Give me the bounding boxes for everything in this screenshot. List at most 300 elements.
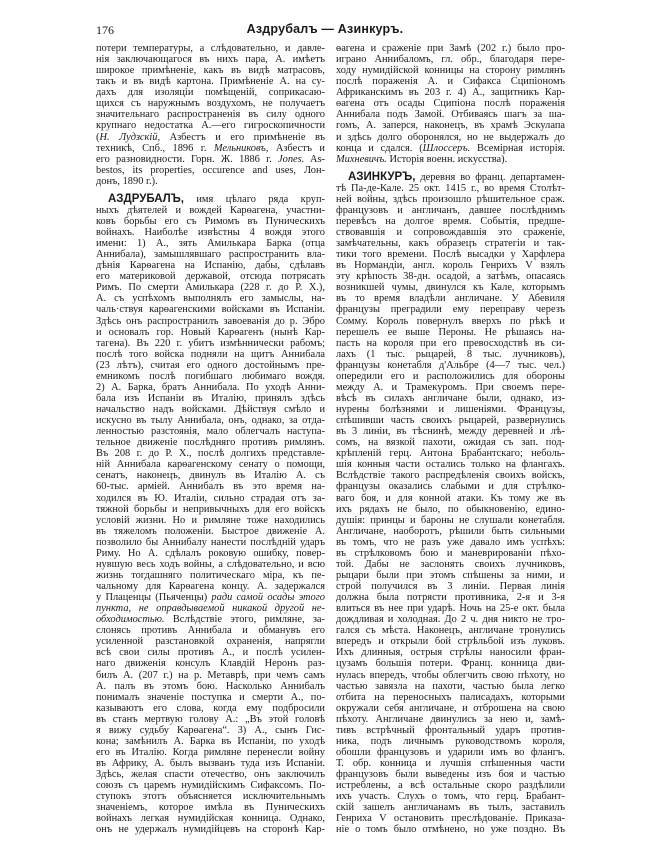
text-segment: впередъ и открыли бой стрѣльбой изъ луковъ. bbox=[336, 636, 565, 648]
text-line bbox=[96, 43, 325, 54]
text-segment: Риму. Но А. сдѣлалъ роковую ошибку, повер- bbox=[96, 547, 325, 559]
text-line bbox=[336, 725, 565, 736]
text-line bbox=[96, 205, 325, 216]
text-line bbox=[336, 304, 565, 315]
text-segment: Римъ. По смерти Амилькара (228 г. до Р. Х.), bbox=[96, 282, 325, 294]
text-segment: гомъ, А. заперся, наконецъ, въ храмѣ Эскулапа bbox=[336, 120, 565, 132]
text-line bbox=[336, 360, 565, 371]
text-segment: истреблены, а всѣ остальные скоро раздѣлили bbox=[336, 780, 565, 792]
text-line bbox=[336, 481, 565, 492]
text-line bbox=[96, 658, 325, 669]
text-line bbox=[96, 393, 325, 404]
text-line bbox=[96, 238, 325, 249]
text-segment: нурены болѣзнями и лишеніями. Французы, bbox=[336, 404, 565, 415]
text-line bbox=[96, 316, 325, 327]
text-line bbox=[96, 725, 325, 736]
text-segment: 2) А. Барка, братъ Аннибала. По уходѣ Анни- bbox=[96, 381, 325, 393]
text-line bbox=[96, 338, 325, 349]
text-line bbox=[336, 172, 565, 183]
text-segment: ней войны, здѣсь произошло рѣшительное сраж. bbox=[336, 193, 565, 205]
text-segment: шія конныя части остались только на флангахъ. bbox=[336, 459, 565, 471]
paragraph bbox=[96, 43, 325, 187]
text-line bbox=[336, 327, 565, 338]
text-segment: Здѣсь, желая спасти отечество, онъ заключилъ bbox=[96, 769, 325, 781]
text-segment: и здѣсь долго оборонялся, но не выдержалъ до bbox=[336, 131, 565, 143]
text-segment: всѣ свои силы противъ А., и послѣ усилен- bbox=[96, 647, 325, 659]
text-line bbox=[96, 76, 325, 87]
text-segment: бала изъ Испаніи въ Италію, принялъ здѣсь bbox=[96, 392, 325, 404]
text-line bbox=[96, 647, 325, 658]
text-line bbox=[336, 758, 565, 769]
text-segment: той. Дабы не заслонять своихъ лучниковъ, bbox=[336, 558, 565, 570]
text-line bbox=[96, 194, 325, 205]
text-line bbox=[96, 670, 325, 681]
text-line bbox=[336, 824, 565, 835]
text-segment: Вслѣдствіе этого, римляне, за- bbox=[164, 614, 325, 626]
text-line bbox=[96, 813, 325, 824]
italic-text: пункта, не оправдываемой никакой другой не- bbox=[96, 603, 325, 615]
text-segment: французовъ и англичанъ, давшее послѣднимъ bbox=[336, 204, 565, 216]
text-line bbox=[336, 747, 565, 758]
text-segment: щихся съ наружнымъ воздухомъ, не получаетъ bbox=[96, 98, 325, 110]
text-line bbox=[96, 109, 325, 120]
text-line bbox=[96, 592, 325, 603]
text-segment: понималъ значеніе поступка и смерти А., по- bbox=[96, 691, 325, 703]
text-line bbox=[336, 493, 565, 504]
paragraph bbox=[96, 194, 325, 836]
text-line bbox=[96, 736, 325, 747]
text-line bbox=[336, 548, 565, 559]
text-line bbox=[336, 238, 565, 249]
text-line bbox=[96, 216, 325, 227]
text-segment: перевѣсъ на долгое время. Событія, предше- bbox=[336, 215, 565, 227]
text-segment: Ихъ длинныя, острыя стрѣлы наносили фран- bbox=[336, 647, 565, 659]
text-line bbox=[336, 132, 565, 143]
text-segment: Азбестъ и его примѣненіе въ bbox=[160, 131, 325, 143]
text-line bbox=[96, 282, 325, 293]
text-segment: спѣшивши часть своихъ рыцарей, развернулись bbox=[336, 415, 565, 427]
text-segment: въ тяжеломъ положеніи. Быстрое движеніе А. bbox=[96, 525, 325, 537]
text-segment: Африканскимъ въ 203 г. 4) А., защитникъ Кар- bbox=[336, 87, 565, 99]
text-segment: (23 лѣтъ), считая его одного достойнымъ пре- bbox=[96, 359, 325, 371]
text-line bbox=[336, 658, 565, 669]
text-segment: позволило бы Аннибалу нанести послѣдній ударъ bbox=[96, 536, 325, 548]
text-segment: ихъ рядахъ не было, по обыкновенію, едино- bbox=[336, 503, 565, 515]
entry-headword: АЗИНКУРЪ, bbox=[348, 170, 416, 183]
text-segment: ходу нумидійской конницы на сторону римлянъ bbox=[336, 65, 565, 77]
text-segment: я вижу судьбу Карѳагена“. 3) А., сынъ Гис- bbox=[96, 724, 325, 736]
text-line bbox=[336, 109, 565, 120]
text-segment: въ томъ, что не разъ уже давало имъ успѣхъ: bbox=[336, 536, 565, 548]
text-line bbox=[336, 271, 565, 282]
text-line bbox=[96, 791, 325, 802]
text-line bbox=[96, 747, 325, 758]
text-line bbox=[336, 692, 565, 703]
text-segment: его разновидности. Горн. Ж. 1886 г. bbox=[96, 153, 279, 165]
text-line bbox=[336, 205, 565, 216]
text-line bbox=[96, 614, 325, 625]
text-line bbox=[336, 526, 565, 537]
text-line bbox=[96, 581, 325, 592]
text-segment: ( bbox=[96, 131, 100, 143]
text-line bbox=[336, 349, 565, 360]
text-segment: тельное движеніе послѣдняго противъ римлянъ. bbox=[96, 437, 325, 449]
text-line bbox=[96, 382, 325, 393]
text-segment: строй получился въ 3 линіи. Первая линія bbox=[336, 581, 565, 592]
italic-text: Н. Лудзскій, bbox=[99, 131, 161, 143]
paragraph bbox=[336, 172, 565, 836]
text-line bbox=[336, 120, 565, 131]
text-segment: As- bbox=[304, 153, 325, 165]
text-line bbox=[96, 437, 325, 448]
text-segment: значеніемъ, которое имѣла въ Пуническихъ bbox=[96, 802, 325, 814]
text-segment: дахъ для изоляціи помѣщеній, соприкасаю- bbox=[96, 87, 325, 99]
text-line bbox=[96, 227, 325, 238]
text-segment: въ Африку, А. былъ вызванъ туда изъ Испаніи. bbox=[96, 758, 325, 769]
text-line bbox=[336, 791, 565, 802]
text-line bbox=[96, 780, 325, 791]
text-segment: частью завязла на пахоти, частью была легко bbox=[336, 680, 565, 692]
text-line bbox=[336, 249, 565, 260]
text-line bbox=[96, 515, 325, 526]
text-line bbox=[336, 592, 565, 603]
text-line bbox=[336, 625, 565, 636]
text-line bbox=[96, 54, 325, 65]
text-segment: и основалъ гор. Новый Карѳагенъ (нынѣ Кар- bbox=[96, 326, 325, 338]
text-line bbox=[336, 670, 565, 681]
text-segment: французовъ были выведены изъ боя и частью bbox=[336, 769, 565, 781]
text-line bbox=[336, 154, 565, 165]
text-line bbox=[96, 559, 325, 570]
text-line bbox=[96, 132, 325, 143]
text-segment: конца и сдался. ( bbox=[336, 142, 423, 154]
text-segment: Въ 208 г. до Р. Х., послѣ долгихъ представле- bbox=[96, 448, 325, 460]
text-line bbox=[96, 802, 325, 813]
text-line bbox=[96, 176, 325, 187]
italic-text: ради самой осады этого bbox=[211, 592, 325, 604]
text-line bbox=[336, 54, 565, 65]
text-segment: билъ А. (207 г.) на р. Метаврѣ, при чемъ самъ bbox=[96, 669, 325, 681]
text-segment: такъ и въ видѣ картона. Примѣненіе А. на су- bbox=[96, 76, 325, 88]
text-line bbox=[96, 165, 325, 176]
text-segment: скій зашелъ англичанамъ въ тылъ, заставилъ bbox=[336, 802, 565, 814]
page-number: 176 bbox=[96, 23, 114, 37]
text-line bbox=[96, 758, 325, 769]
text-segment: влиться въ нее при ударѣ. Ночь на 25-е окт. была bbox=[336, 603, 565, 615]
text-line bbox=[336, 393, 565, 404]
text-segment: Аннибала подъ Замой. Отбиваясь шагъ за ша- bbox=[336, 109, 565, 121]
text-line bbox=[96, 548, 325, 559]
text-segment: тики того времени. Послѣ высадки у Харфлера bbox=[336, 249, 565, 261]
text-line bbox=[336, 769, 565, 780]
text-segment: тагена). Въ 220 г. убитъ измѣннически рабомъ; bbox=[96, 337, 325, 349]
text-line bbox=[336, 87, 565, 98]
text-segment: сомъ, на вязкой пахоти, ожидая съ зап. под- bbox=[336, 437, 565, 449]
text-line bbox=[96, 304, 325, 315]
running-title: Аздрубалъ — Азинкуръ. bbox=[246, 22, 404, 36]
text-segment: Сомму. Король повернулъ вверхъ по рѣкѣ и bbox=[336, 315, 565, 327]
text-line bbox=[336, 614, 565, 625]
text-segment: войнахъ легкая нумидійская конница. Однако, bbox=[96, 813, 325, 825]
text-line bbox=[336, 227, 565, 238]
text-line bbox=[336, 559, 565, 570]
text-line bbox=[96, 692, 325, 703]
text-segment: гался съ мѣста. Наконецъ, англичане тронулись bbox=[336, 625, 565, 637]
text-segment: Вслѣдствіе такого распредѣленія своихъ войскъ, bbox=[336, 470, 565, 482]
text-segment: Здѣсь онъ распространилъ завоеванія до р. Эбро bbox=[96, 315, 325, 327]
italic-text: Михневичъ. bbox=[336, 153, 387, 165]
text-segment: Т. обр. конница и лучшія спѣшенныя части bbox=[336, 758, 565, 769]
text-line bbox=[336, 515, 565, 526]
text-segment: въ Нормандіи, англ. король Генрихъ V взялъ bbox=[336, 260, 565, 272]
text-line bbox=[336, 681, 565, 692]
text-segment: жизнь тогдашняго политическаго міра, къ пе- bbox=[96, 569, 325, 581]
text-line bbox=[96, 143, 325, 154]
text-segment: ступокъ этотъ объясняется исключительнымъ bbox=[96, 791, 325, 803]
italic-text: обходимостью. bbox=[96, 614, 165, 626]
text-line bbox=[336, 470, 565, 481]
text-segment: эту крѣпость 38-дн. осадой, а затѣмъ, опасаясь bbox=[336, 271, 565, 283]
text-line bbox=[336, 537, 565, 548]
text-segment: ствовавшія и сопровождавшія это сраженіе, bbox=[336, 227, 565, 238]
text-segment: въ станъ мертвую голову А.: „Въ этой головѣ bbox=[96, 713, 325, 725]
text-segment: А. съ успѣхомъ выполнялъ его замыслы, на- bbox=[96, 293, 325, 305]
text-segment: рыцари были при этомъ спѣшены за ними, и bbox=[336, 569, 565, 581]
text-line bbox=[336, 404, 565, 415]
text-line bbox=[336, 260, 565, 271]
text-line bbox=[336, 43, 565, 54]
text-line bbox=[96, 493, 325, 504]
text-segment: тивъ встрѣчный фронтальный ударъ против- bbox=[336, 724, 565, 736]
text-line bbox=[96, 824, 325, 835]
text-segment: ихъ участь. Слухъ о томъ, что герц. Брабант- bbox=[336, 791, 565, 803]
text-segment: послѣ того войска подняли на щитъ Аннибала bbox=[96, 348, 325, 360]
text-segment: ѳагена отъ осады Сципіона послѣ пораженія bbox=[336, 98, 565, 110]
text-line bbox=[336, 371, 565, 382]
text-segment: Всемірная исторія. bbox=[470, 142, 565, 154]
text-segment: лахъ (1 тыс. рыцарей, 8 тыс. лучниковъ), bbox=[336, 348, 565, 360]
text-line bbox=[96, 360, 325, 371]
text-line bbox=[96, 448, 325, 459]
text-segment: деревня во франц. департамен- bbox=[415, 171, 565, 183]
text-segment: у Плаценцы (Пьяченцы) bbox=[96, 592, 212, 604]
text-line bbox=[336, 426, 565, 437]
text-line bbox=[96, 570, 325, 581]
text-segment: условій жизни. Но и римляне тоже находились bbox=[96, 514, 325, 526]
text-segment: имя цѣлаго ряда круп- bbox=[183, 193, 325, 205]
text-segment: казываютъ его слова, когда ему подбросили bbox=[96, 702, 325, 714]
text-segment: обошли французовъ и ударили имъ во флангъ. bbox=[336, 746, 565, 758]
text-segment: вѣсѣ въ силахъ англичане были, однако, из- bbox=[336, 392, 565, 404]
text-segment: послѣ пораженія А. и Сифакса Сципіономъ bbox=[336, 76, 565, 88]
text-segment: широкое примѣненіе, какъ въ видѣ матрасовъ, bbox=[96, 65, 325, 77]
text-line bbox=[336, 437, 565, 448]
text-segment: должна была потрясти противника, 2-я и 3-я bbox=[336, 592, 565, 604]
text-segment: въ стрѣлковомъ бою и маневрированіи пѣхо- bbox=[336, 547, 565, 559]
text-line bbox=[96, 714, 325, 725]
text-segment: крѣпленій герц. Антона Брабантскаго; неболь- bbox=[336, 448, 565, 460]
text-segment: А. палъ въ этомъ бою. Насколько Аннибалъ bbox=[96, 680, 325, 692]
text-segment: между А. и Трамекуромъ. При своемъ пере- bbox=[336, 381, 565, 393]
text-segment: искусно въ тылу Аннибала, онъ, однако, за отда- bbox=[96, 415, 325, 427]
text-segment: начальство надъ войсками. Дѣйствуя смѣло и bbox=[96, 404, 325, 415]
text-segment: ходился въ Ю. Италіи, сильно страдая отъ за- bbox=[96, 492, 325, 504]
text-segment: значительнаго распространенія въ силу одного bbox=[96, 109, 325, 121]
text-segment: bestos, its properties, occurence and uses, Лон- bbox=[96, 164, 325, 176]
text-segment: нувшую весь ходъ войны, а слѣдовательно, и всю bbox=[96, 558, 325, 570]
text-line bbox=[96, 415, 325, 426]
text-line bbox=[336, 316, 565, 327]
italic-text: Jones. bbox=[278, 153, 305, 165]
text-line bbox=[336, 647, 565, 658]
text-segment: цузамъ большія потери. Франц. конница дви- bbox=[336, 658, 565, 670]
text-segment: душія: принцы и бароны не слушали конетабля. bbox=[336, 514, 565, 526]
text-line bbox=[96, 526, 325, 537]
text-line bbox=[336, 448, 565, 459]
text-segment: нія заключающагося въ нихъ пара, А. имѣетъ bbox=[96, 54, 325, 66]
text-line bbox=[336, 603, 565, 614]
text-line bbox=[336, 570, 565, 581]
text-segment: потери температуры, а слѣдовательно, и давле- bbox=[96, 43, 325, 54]
text-segment: ныхъ дѣятелей и вождей Карѳагена, участни- bbox=[96, 204, 325, 216]
text-line bbox=[96, 459, 325, 470]
text-segment: дѣнія Карѳагена на Испанію, дабы, сдѣлавъ bbox=[96, 260, 325, 272]
text-line bbox=[96, 470, 325, 481]
text-line bbox=[96, 120, 325, 131]
text-line bbox=[96, 327, 325, 338]
text-segment: тѣ Па-де-Кале. 25 окт. 1415 г., во время Столѣт- bbox=[336, 182, 565, 194]
text-segment: емникомъ послѣ погибшаго любимаго вождя. bbox=[96, 370, 325, 382]
text-segment: въ то время владѣли англичане. У Абевиля bbox=[336, 293, 565, 305]
italic-text: Шлоссеръ. bbox=[422, 142, 471, 154]
text-line bbox=[96, 65, 325, 76]
text-line bbox=[96, 154, 325, 165]
text-segment: Англичане, наоборотъ, рѣшили быть сильными bbox=[336, 525, 565, 537]
text-line bbox=[336, 183, 565, 194]
text-segment: ніе о томъ было отмѣнено, но уже поздно. Въ bbox=[336, 824, 565, 836]
text-line bbox=[336, 736, 565, 747]
text-segment: его материковой державой, отсюда потрясать bbox=[96, 271, 325, 283]
text-segment: Азбестъ и bbox=[268, 142, 325, 154]
text-segment: ника, подъ личнымъ руководствомъ короля, bbox=[336, 735, 565, 747]
text-line bbox=[96, 426, 325, 437]
text-segment: донъ, 1890 г.). bbox=[96, 175, 158, 187]
text-line bbox=[96, 537, 325, 548]
text-segment: возникшей чумы, двинулся къ Кале, которымъ bbox=[336, 282, 565, 294]
text-segment: отбита на переносныхъ палисадахъ, которыми bbox=[336, 691, 565, 703]
text-line bbox=[96, 504, 325, 515]
text-line bbox=[96, 625, 325, 636]
text-segment: союзъ съ царемъ нумидійскимъ Сифаксомъ. По- bbox=[96, 780, 325, 792]
text-segment: играно Аннибаломъ, гл. обр., благодаря пере- bbox=[336, 54, 565, 66]
text-line bbox=[336, 415, 565, 426]
left-column bbox=[96, 43, 325, 835]
text-segment: войнахъ. Наиболѣе извѣстны 4 вождя этого bbox=[96, 227, 325, 238]
text-line bbox=[96, 87, 325, 98]
text-line bbox=[336, 802, 565, 813]
text-line bbox=[96, 293, 325, 304]
text-segment: имени: 1) А., зять Амилькара Барка (отца bbox=[96, 238, 325, 250]
text-line bbox=[336, 143, 565, 154]
text-line bbox=[336, 338, 565, 349]
text-line bbox=[96, 260, 325, 271]
text-line bbox=[96, 636, 325, 647]
text-line bbox=[336, 194, 565, 205]
text-segment: его въ Италію. Когда римляне перенесли войну bbox=[96, 746, 325, 758]
text-segment: французы оказались слабыми и для стрѣлко- bbox=[336, 481, 565, 493]
text-segment: Исторія военн. искусства). bbox=[386, 153, 508, 165]
text-segment: Аннибала), замышлявшаго распространить вла- bbox=[96, 249, 325, 261]
text-segment: наго движенія консулъ Клавдій Неронъ раз- bbox=[96, 658, 325, 670]
text-segment: перешелъ ее выше Пероны. Не рѣшаясь на- bbox=[336, 326, 565, 338]
text-segment: окружали себя англичане, и отброшена на свою bbox=[336, 702, 565, 714]
text-segment: ѳагена и сраженіе при Замѣ (202 г.) было про- bbox=[336, 43, 565, 54]
text-segment: Генриха V остановить преслѣдованіе. Приказа- bbox=[336, 813, 565, 825]
text-segment: пѣхоту. Англичане двинулись за нею и, замѣ- bbox=[336, 713, 565, 725]
entry-headword: АЗДРУБАЛЪ, bbox=[108, 192, 184, 205]
text-segment: онъ не удержалъ нумидійцевъ на сторонѣ Кар- bbox=[96, 824, 325, 836]
text-line bbox=[336, 504, 565, 515]
text-line bbox=[336, 714, 565, 725]
text-line bbox=[96, 349, 325, 360]
text-segment: ній Аннибала карѳагенскому сенату о помощи, bbox=[96, 459, 325, 471]
text-line bbox=[336, 813, 565, 824]
text-segment: чальному для Карѳагена концу. А. задержался bbox=[96, 581, 325, 592]
text-line bbox=[96, 404, 325, 415]
text-segment: кона; замѣнилъ А. Барка въ Испаніи, по уходѣ bbox=[96, 735, 325, 747]
text-segment: дождливая и холодная. До 2 ч. дня никто не тро- bbox=[336, 614, 565, 626]
text-line bbox=[336, 581, 565, 592]
text-segment: французы преградили ему переправу черезъ bbox=[336, 304, 565, 316]
text-line bbox=[336, 65, 565, 76]
text-line bbox=[96, 769, 325, 780]
text-segment: крупнаго недостатка А.—его гигроскопичности bbox=[96, 120, 325, 132]
text-segment: нулась впередъ, чтобы облегчить свою пѣхоту, но bbox=[336, 669, 565, 681]
text-segment: ваго боя, и для конной атаки. Къ тому же въ bbox=[336, 492, 565, 504]
text-line bbox=[336, 636, 565, 647]
text-segment: техникѣ, Спб., 1896 г. bbox=[96, 142, 214, 154]
text-segment: французы конетабля д'Альбре (4—7 тыс. чел.) bbox=[336, 359, 565, 371]
text-line bbox=[336, 216, 565, 227]
text-line bbox=[96, 681, 325, 692]
text-segment: чаль·ствуя карѳагенскими войсками въ Испаніи. bbox=[96, 304, 325, 316]
text-segment: въ 3 линіи, въ тѣснинѣ, между деревней и лѣ- bbox=[336, 426, 565, 438]
text-segment: пасть на короля при его превосходствѣ въ си- bbox=[336, 337, 565, 349]
text-line bbox=[96, 371, 325, 382]
text-line bbox=[336, 780, 565, 791]
text-line bbox=[96, 481, 325, 492]
text-line bbox=[96, 603, 325, 614]
text-segment: ленностью разстоянія, мало облегчалъ наступа- bbox=[96, 426, 325, 438]
text-segment: опередили его и расположились для обороны bbox=[336, 370, 565, 382]
text-segment: ковъ борьбы его съ Римомъ въ Пуническихъ bbox=[96, 215, 325, 227]
paragraph bbox=[336, 43, 565, 165]
italic-text: Мельниковъ, bbox=[213, 142, 269, 154]
text-line bbox=[336, 76, 565, 87]
text-line bbox=[96, 98, 325, 109]
text-line bbox=[336, 282, 565, 293]
text-segment: сенатъ, наконецъ, двинулъ въ Италію А. съ bbox=[96, 470, 325, 482]
text-line bbox=[336, 382, 565, 393]
text-segment: усиленной разстановкой охраненія, напрягли bbox=[96, 636, 325, 648]
text-line bbox=[336, 459, 565, 470]
text-segment: слонясь противъ Аннибала и обманувъ его bbox=[96, 625, 325, 637]
text-line bbox=[96, 249, 325, 260]
text-line bbox=[336, 703, 565, 714]
text-segment: 60-тыс. арміей. Аннибалъ въ это время на- bbox=[96, 481, 325, 493]
text-line bbox=[336, 293, 565, 304]
text-line bbox=[96, 703, 325, 714]
